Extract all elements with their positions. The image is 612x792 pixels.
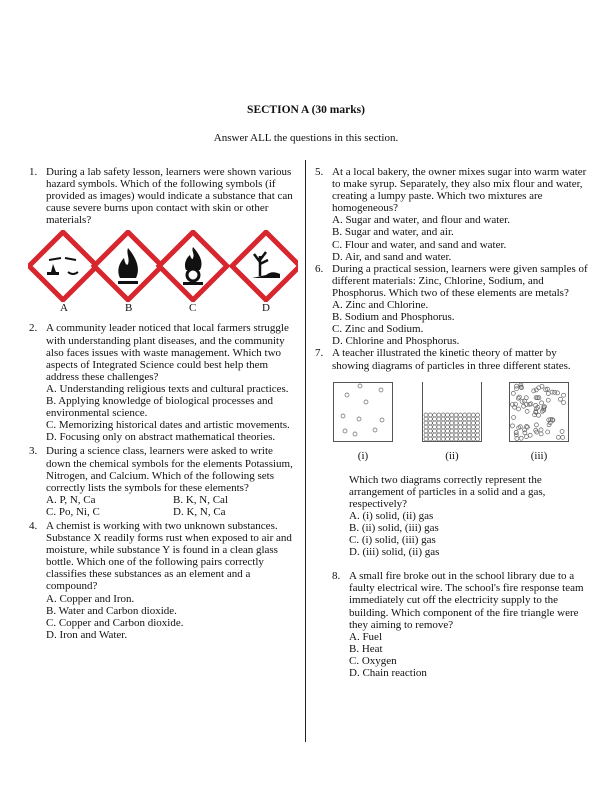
- particle: [437, 437, 441, 441]
- particle: [433, 425, 437, 429]
- particle: [437, 425, 441, 429]
- particle: [471, 429, 475, 433]
- particle: [341, 414, 345, 418]
- question-number: 5.: [315, 166, 324, 178]
- particle: [428, 421, 432, 425]
- question-7: [315, 347, 594, 372]
- particle: [441, 421, 445, 425]
- particle: [511, 391, 515, 395]
- option-c: C. Oxygen: [349, 654, 397, 667]
- particle: [546, 430, 550, 434]
- particle: [458, 429, 462, 433]
- particle: [450, 413, 454, 417]
- particle: [454, 417, 458, 421]
- particle: [357, 417, 361, 421]
- particle-diagrams: [332, 382, 594, 444]
- particle: [467, 429, 471, 433]
- right-column: [315, 166, 594, 679]
- particle: [433, 421, 437, 425]
- particle: [437, 417, 441, 421]
- question-7-followup: [349, 474, 594, 559]
- particle: [454, 437, 458, 441]
- particle: [476, 425, 480, 429]
- question-text: A teacher illustrated the kinetic theory of matter by showing diagrams of particles in three different states.: [332, 347, 571, 372]
- question-text: A small fire broke out in the school library due to a faulty electrical wire. The school's fire response team immediately cut off the electricity supply to the building. Which component of the fire triangle were they aiming to remove?: [349, 570, 584, 631]
- particle: [546, 391, 550, 395]
- particle: [463, 421, 467, 425]
- particle: [458, 421, 462, 425]
- particle: [458, 425, 462, 429]
- particle: [441, 437, 445, 441]
- particle: [476, 433, 480, 437]
- particle: [458, 433, 462, 437]
- particle: [467, 417, 471, 421]
- particle: [424, 429, 428, 433]
- particle: [560, 429, 564, 433]
- section-title: SECTION A (30 marks): [247, 104, 365, 116]
- particle: [512, 415, 516, 419]
- particle: [441, 433, 445, 437]
- particle: [437, 421, 441, 425]
- container-outline: [334, 382, 393, 441]
- particle: [450, 417, 454, 421]
- particle: [446, 417, 450, 421]
- question-2: [29, 322, 300, 444]
- particle: [463, 437, 467, 441]
- question-text: Which two diagrams correctly represent the arrangement of particles in a solid and a gas, respectively?: [349, 473, 546, 510]
- question-5: [315, 166, 594, 263]
- particle: [450, 437, 454, 441]
- option-a: A. (i) solid, (ii) gas: [349, 509, 434, 522]
- question-number: 3.: [29, 445, 38, 458]
- hazard-labels: [46, 302, 300, 316]
- particle: [454, 429, 458, 433]
- particle: [424, 437, 428, 441]
- option-b: B. Applying knowledge of biological processes and environmental science.: [46, 395, 273, 420]
- particle: [476, 429, 480, 433]
- particle: [471, 437, 475, 441]
- particle: [379, 388, 383, 392]
- option-b: B. (ii) solid, (iii) gas: [349, 521, 439, 534]
- particle: [358, 384, 362, 388]
- particle: [558, 397, 562, 401]
- particle-diagram-gas: [333, 382, 393, 442]
- particle: [539, 427, 543, 431]
- particle: [519, 436, 523, 440]
- option-c: C. Flour and water, and sand and water.: [332, 238, 507, 251]
- particle: [458, 417, 462, 421]
- particle: [556, 435, 560, 439]
- corrosive-hazard-icon: [29, 233, 97, 301]
- question-number: 2.: [29, 322, 38, 335]
- particle: [454, 421, 458, 425]
- particle: [433, 417, 437, 421]
- oxidizing-hazard-icon: [159, 233, 227, 301]
- particle: [471, 413, 475, 417]
- option-d: D. Chlorine and Phosphorus.: [332, 335, 460, 348]
- particle: [514, 386, 518, 390]
- particle: [450, 425, 454, 429]
- particle: [424, 425, 428, 429]
- particle-diagram-liquid: [509, 382, 569, 442]
- question-1: [29, 166, 300, 227]
- question-4: [29, 519, 300, 641]
- flammable-hazard-icon: [94, 233, 162, 301]
- question-3: [29, 445, 300, 518]
- particle: [562, 400, 566, 404]
- particle: [517, 407, 521, 411]
- question-number: 7.: [315, 347, 324, 360]
- hazard-label-d: D: [262, 302, 270, 315]
- particle: [514, 430, 518, 434]
- particle: [450, 433, 454, 437]
- particle: [463, 429, 467, 433]
- option-b: B. Sodium and Phosphorus.: [332, 311, 455, 324]
- particle: [428, 433, 432, 437]
- question-text: During a science class, learners were asked to write down the chemical symbols for the elements Potassium, Nitrogen, and Calcium. Which of the following sets correctly lists the symbols for these elements?: [46, 445, 293, 494]
- particle: [437, 413, 441, 417]
- option-d: D. Iron and Water.: [46, 628, 128, 641]
- question-text: At a local bakery, the owner mixes sugar into warm water to make syrup. Separately, they also mix flour and water, creating a lumpy paste. Which two mixtures are homogeneous?: [332, 166, 587, 215]
- hazard-label-a: A: [60, 302, 68, 315]
- particle: [343, 429, 347, 433]
- particle: [476, 437, 480, 441]
- particle: [546, 398, 550, 402]
- particle: [471, 421, 475, 425]
- diagram-captions: [332, 450, 594, 464]
- question-text: During a practical session, learners were given samples of different materials: Zinc, Chlorine, Sodium, and Phosphorus. Which two of these elements are metals?: [332, 262, 588, 299]
- particle: [454, 425, 458, 429]
- option-a: A. Copper and Iron.: [46, 592, 135, 605]
- particle: [441, 413, 445, 417]
- particle: [463, 417, 467, 421]
- particle: [516, 396, 520, 400]
- particle: [433, 437, 437, 441]
- option-b: B. Sugar and water, and air.: [332, 226, 454, 239]
- particle: [373, 428, 377, 432]
- question-text: A chemist is working with two unknown substances. Substance X readily forms rust when exposed to air and moisture, while substance Y is found in a clean glass bottle. Which one of the following pairs correctly classifies these substances as an element and a compound?: [46, 519, 292, 593]
- particle: [532, 388, 536, 392]
- particle: [428, 425, 432, 429]
- particle: [446, 413, 450, 417]
- option-a: A. Fuel: [349, 630, 382, 643]
- particle: [428, 417, 432, 421]
- particle: [433, 433, 437, 437]
- option-b: B. Water and Carbon dioxide.: [46, 604, 177, 617]
- question-number: 6.: [315, 262, 324, 275]
- particle: [454, 433, 458, 437]
- particle: [441, 417, 445, 421]
- particle: [437, 429, 441, 433]
- particle: [446, 429, 450, 433]
- diagram-caption-iii: (iii): [530, 449, 548, 462]
- option-c: C. Zinc and Sodium.: [332, 323, 424, 336]
- option-c: C. Po, Ni, C: [46, 505, 100, 518]
- particle: [534, 422, 538, 426]
- particle: [476, 413, 480, 417]
- particle: [424, 413, 428, 417]
- hazard-symbols: [28, 230, 298, 302]
- particle: [364, 400, 368, 404]
- hazard-label-b: B: [125, 302, 133, 315]
- question-8: [332, 570, 594, 679]
- option-d: D. Focusing only on abstract mathematical theories.: [46, 431, 276, 444]
- left-column: [29, 166, 300, 641]
- particle: [454, 413, 458, 417]
- column-divider: [305, 160, 306, 742]
- particle: [424, 417, 428, 421]
- particle: [428, 429, 432, 433]
- particle: [522, 427, 526, 431]
- particle: [441, 429, 445, 433]
- particle: [476, 421, 480, 425]
- particle: [471, 425, 475, 429]
- particle: [446, 425, 450, 429]
- particle: [525, 409, 529, 413]
- option-a: A. P, N, Ca: [46, 493, 96, 506]
- particle: [528, 433, 532, 437]
- particle: [463, 425, 467, 429]
- diagram-caption-ii: (ii): [445, 449, 459, 462]
- particle: [562, 393, 566, 397]
- particle: [471, 433, 475, 437]
- particle: [463, 413, 467, 417]
- question-number: 1.: [29, 166, 38, 178]
- question-number: 4.: [29, 519, 38, 532]
- option-d: D. Chain reaction: [349, 667, 427, 679]
- particle: [467, 421, 471, 425]
- particle: [553, 390, 557, 394]
- particle: [458, 413, 462, 417]
- particle: [524, 434, 528, 438]
- particle: [561, 435, 565, 439]
- environmental-hazard-icon: [232, 233, 298, 301]
- particle: [446, 421, 450, 425]
- option-a: A. Understanding religious texts and cultural practices.: [46, 382, 289, 395]
- particle: [450, 421, 454, 425]
- question-text: During a lab safety lesson, learners were shown various hazard symbols. Which of the following symbols (if provided as images) would indicate a substance that can cause severe burns upon contact with skin or other materials?: [46, 166, 293, 227]
- particle: [471, 417, 475, 421]
- particle: [353, 432, 357, 436]
- particle: [539, 432, 543, 436]
- particle: [424, 421, 428, 425]
- option-a: A. Sugar and water, and flour and water.: [332, 214, 510, 227]
- particle: [458, 437, 462, 441]
- particle: [433, 413, 437, 417]
- particle: [467, 413, 471, 417]
- option-c: C. Copper and Carbon dioxide.: [46, 616, 184, 629]
- particle: [540, 400, 544, 404]
- hazard-label-c: C: [189, 302, 197, 315]
- particle: [424, 433, 428, 437]
- question-6: [315, 262, 594, 348]
- particle: [463, 433, 467, 437]
- particle: [510, 423, 514, 427]
- particle: [467, 425, 471, 429]
- particle-diagram-solid: [422, 382, 482, 442]
- question-text: A community leader noticed that local farmers struggle with understanding plant diseases, and the community also faces issues with waste management. Which two aspects of Integrated Science could best help them address these challenges?: [46, 322, 289, 383]
- particle: [441, 425, 445, 429]
- instructions: Answer ALL the questions in this section.: [213, 132, 399, 144]
- particle: [446, 437, 450, 441]
- option-a: A. Zinc and Chlorine.: [332, 299, 429, 312]
- particle: [467, 437, 471, 441]
- question-number: 8.: [332, 570, 341, 583]
- option-b: B. K, N, Cal: [173, 493, 228, 506]
- option-b: B. Heat: [349, 642, 383, 655]
- particle: [467, 433, 471, 437]
- particle: [437, 433, 441, 437]
- particle: [380, 418, 384, 422]
- option-c: C. (i) solid, (iii) gas: [349, 534, 436, 547]
- particle: [433, 429, 437, 433]
- particle: [345, 393, 349, 397]
- particle: [450, 429, 454, 433]
- particle: [520, 399, 524, 403]
- diagram-caption-i: (i): [357, 449, 369, 462]
- particle: [517, 395, 521, 399]
- particle: [476, 417, 480, 421]
- particle: [446, 433, 450, 437]
- option-d: D. Air, and sand and water.: [332, 250, 452, 263]
- option-d: D. (iii) solid, (ii) gas: [349, 546, 440, 559]
- option-d: D. K, N, Ca: [173, 505, 226, 518]
- option-c: C. Memorizing historical dates and artistic movements.: [46, 419, 290, 432]
- particle: [428, 437, 432, 441]
- particle: [428, 413, 432, 417]
